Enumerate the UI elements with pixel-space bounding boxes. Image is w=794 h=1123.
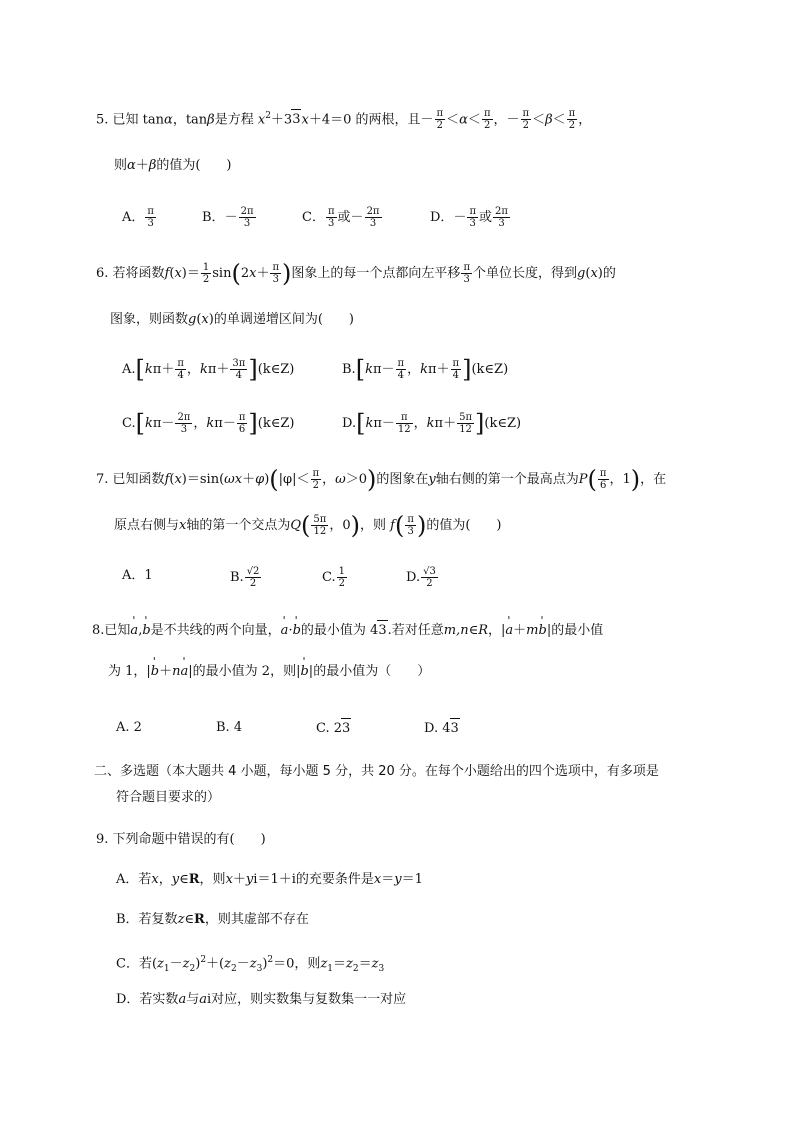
q9-option-d[interactable]: D．若实数a与ai对应，则实数集与复数集一一对应 [116,992,407,1007]
q6-option-a[interactable]: A.[kπ＋ $\frac{\pi}{4}$ ，kπ＋ $\frac{3\pi}{4}$ ](k∈Z) [122,355,295,384]
q9-stem: 9. 下列命题中错误的有( ) [96,832,266,847]
q7-stem-2: 原点右侧与x轴的第一个交点为Q( $\frac{5\pi}{12}$ ，0)，则 f( $\frac{\pi}{3}$ )的值为( ) [114,511,502,540]
q8-stem-2: 为 1，|' b＋n' a|的最小值为 2，则|' b|的最小值为（ ） [108,662,430,682]
q5-option-c[interactable]: C． $\frac{\pi}{3}$ 或－ $\frac{2\pi}{3}$ [302,206,380,229]
q5-option-d[interactable]: D．－ $\frac{\pi}{3}$ 或 $\frac{2\pi}{3}$ [430,206,508,229]
q8-option-a[interactable]: A. 2 [116,720,142,735]
q6-stem: 6. 若将函数f(x)＝ $\frac{1}{2}$ sin(2x＋ $\frac{\pi}{3}$ )图象上的每一个点都向左平移 $\frac{\pi}{3}$ 个单位长度，得到g(x)的 [96,259,616,288]
q7-option-c[interactable]: C. $\frac{1}{2}$ [322,566,345,589]
q9-option-b[interactable]: B．若复数z∈R，则其虚部不存在 [116,912,309,927]
section-2-heading-2: 符合题目要求的） [116,790,221,805]
q8-option-b[interactable]: B. 4 [216,720,243,735]
section-2-heading: 二、多选题（本大题共 4 小题，每小题 5 分，共 20 分。在每个小题给出的四个选项中，有多项是 [94,764,659,779]
q8-option-d[interactable]: D. 43 [424,718,460,739]
q9-option-c[interactable]: C．若$(z_1-z_2)^2+(z_2-z_3)^2=0$，则$z_1=z_2=z_3$ [116,955,385,974]
q9-option-a[interactable]: A．若x，y∈R，则x＋yi＝1＋i的充要条件是x＝y＝1 [116,872,423,887]
q6-option-c[interactable]: C.[kπ－ $\frac{2\pi}{3}$ ，kπ－ $\frac{\pi}{6}$ ](k∈Z) [122,409,295,438]
q8-option-c[interactable]: C. 23 [316,718,351,739]
q5-stem: 5. 已知 tanα，tanβ是方程 $x^2+33x+4=0$ 的两根，且－ $\frac{\pi}{2}$ ＜α＜ $\frac{\pi}{2}$ ，－ $\frac{\pi}{2}$ ＜β＜ $\frac{\pi}{2}$ ， [96,108,592,132]
q5-stem-2: 则α＋β的值为( ) [114,158,232,173]
q7-option-b[interactable]: B. $\frac{√2}{2}$ [230,566,260,589]
q5-option-a[interactable]: A． $\frac{\pi}{3}$ [122,206,154,229]
q7-option-a[interactable]: A．1 [122,568,153,583]
q7-stem: 7. 已知函数f(x)＝sin(ωx＋φ)(|φ|＜ $\frac{\pi}{2}$ ，ω＞0)的图象在y轴右侧的第一个最高点为P( $\frac{\pi}{6}$ ，1)，在 [96,465,667,494]
q5-option-b[interactable]: B．－ $\frac{2\pi}{3}$ [202,206,254,229]
q6-option-b[interactable]: B.[kπ－ $\frac{\pi}{4}$ ，kπ＋ $\frac{\pi}{4}$ ](k∈Z) [342,355,509,384]
q7-option-d[interactable]: D. $\frac{√3}{2}$ [406,566,436,589]
q6-option-d[interactable]: D.[kπ－ $\frac{\pi}{12}$ ，kπ＋ $\frac{5\pi}{12}$ ](k∈Z) [342,409,522,438]
q8-stem: 8.已知' a,' b是不共线的两个向量，' a·' b的最小值为 43.若对任意m,n∈R，|' a＋m' b|的最小值 [92,620,603,641]
q6-stem-2: 图象，则函数g(x)的单调递增区间为( ) [110,312,354,327]
